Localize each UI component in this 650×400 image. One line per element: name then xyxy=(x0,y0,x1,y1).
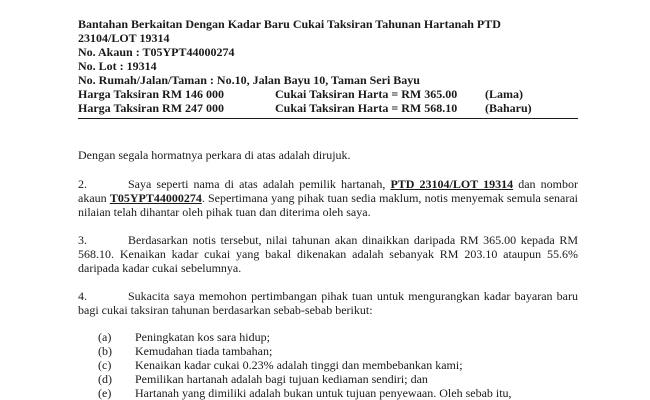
account-number: No. Akaun : T05YPT44000274 xyxy=(78,45,235,59)
reasons-list xyxy=(78,330,578,400)
paragraph-3 xyxy=(78,233,578,275)
intro-paragraph: Dengan segala hormatnya perkara di atas adalah dirujuk. xyxy=(78,148,351,162)
list-item: (b) Kemudahan tiada tambahan; xyxy=(98,344,273,358)
new-tax: Cukai Taksiran Harta = RM 568.10 xyxy=(275,101,458,115)
paragraph-text: Sukacita saya memohon pertimbangan pihak tuan untuk mengurangkan kadar bayaran baru bagi cukai taksiran tahunan berdasarkan sebab-sebab berikut: xyxy=(78,289,578,317)
valuation-row-new xyxy=(78,101,578,115)
new-valuation: Harga Taksiran RM 247 000 xyxy=(78,101,225,115)
list-item: (e) Hartanah yang dimiliki adalah bukan untuk tujuan penyewaan. Oleh sebab itu, xyxy=(98,386,512,400)
subject-line-2: 23104/LOT 19314 xyxy=(78,31,170,45)
letter-header xyxy=(78,17,578,115)
paragraph-number: 2. xyxy=(78,177,87,191)
valuation-row-old xyxy=(78,87,578,101)
account-reference: T05YPT44000274 xyxy=(109,191,202,205)
list-item: (a) Peningkatan kos sara hidup; xyxy=(98,330,270,344)
new-label: (Baharu) xyxy=(485,101,532,115)
paragraph-number: 3. xyxy=(78,233,87,247)
paragraph-4 xyxy=(78,289,578,317)
old-label: (Lama) xyxy=(485,87,523,101)
old-tax: Cukai Taksiran Harta = RM 365.00 xyxy=(275,87,458,101)
list-item: (c) Kenaikan kadar cukai 0.23% adalah tinggi dan membebankan kami; xyxy=(98,358,463,372)
paragraph-2 xyxy=(78,177,578,219)
lot-number: No. Lot : 19314 xyxy=(78,59,157,73)
subject-line-1: Bantahan Berkaitan Dengan Kadar Baru Cukai Taksiran Tahunan Hartanah PTD xyxy=(78,17,501,31)
paragraph-text: dan nombor akaun xyxy=(78,177,578,205)
paragraph-text: Berdasarkan notis tersebut, nilai tahunan akan dinaikkan daripada RM 365.00 kepada RM 568.10. Kenaikan kadar cukai yang bakal dikenakan adalah sebanyak RM 203.10 ataupun 55.6% daripada kadar cukai sebelumnya. xyxy=(78,233,578,275)
address-line: No. Rumah/Jalan/Taman : No.10, Jalan Bayu 10, Taman Seri Bayu xyxy=(78,73,420,87)
old-valuation: Harga Taksiran RM 146 000 xyxy=(78,87,225,101)
paragraph-text: . Sepertimana yang pihak tuan sedia maklum, notis menyemak semula senarai nilaian telah dihantar oleh pihak tuan dan diterima oleh saya. xyxy=(78,191,579,219)
header-divider xyxy=(78,118,578,119)
paragraph-text: Saya seperti nama di atas adalah pemilik hartanah, xyxy=(128,177,391,191)
property-reference: PTD 23104/LOT 19314 xyxy=(390,177,514,191)
list-item: (d) Pemilikan hartanah adalah bagi tujuan kediaman sendiri; dan xyxy=(98,372,428,386)
paragraph-number: 4. xyxy=(78,289,87,303)
